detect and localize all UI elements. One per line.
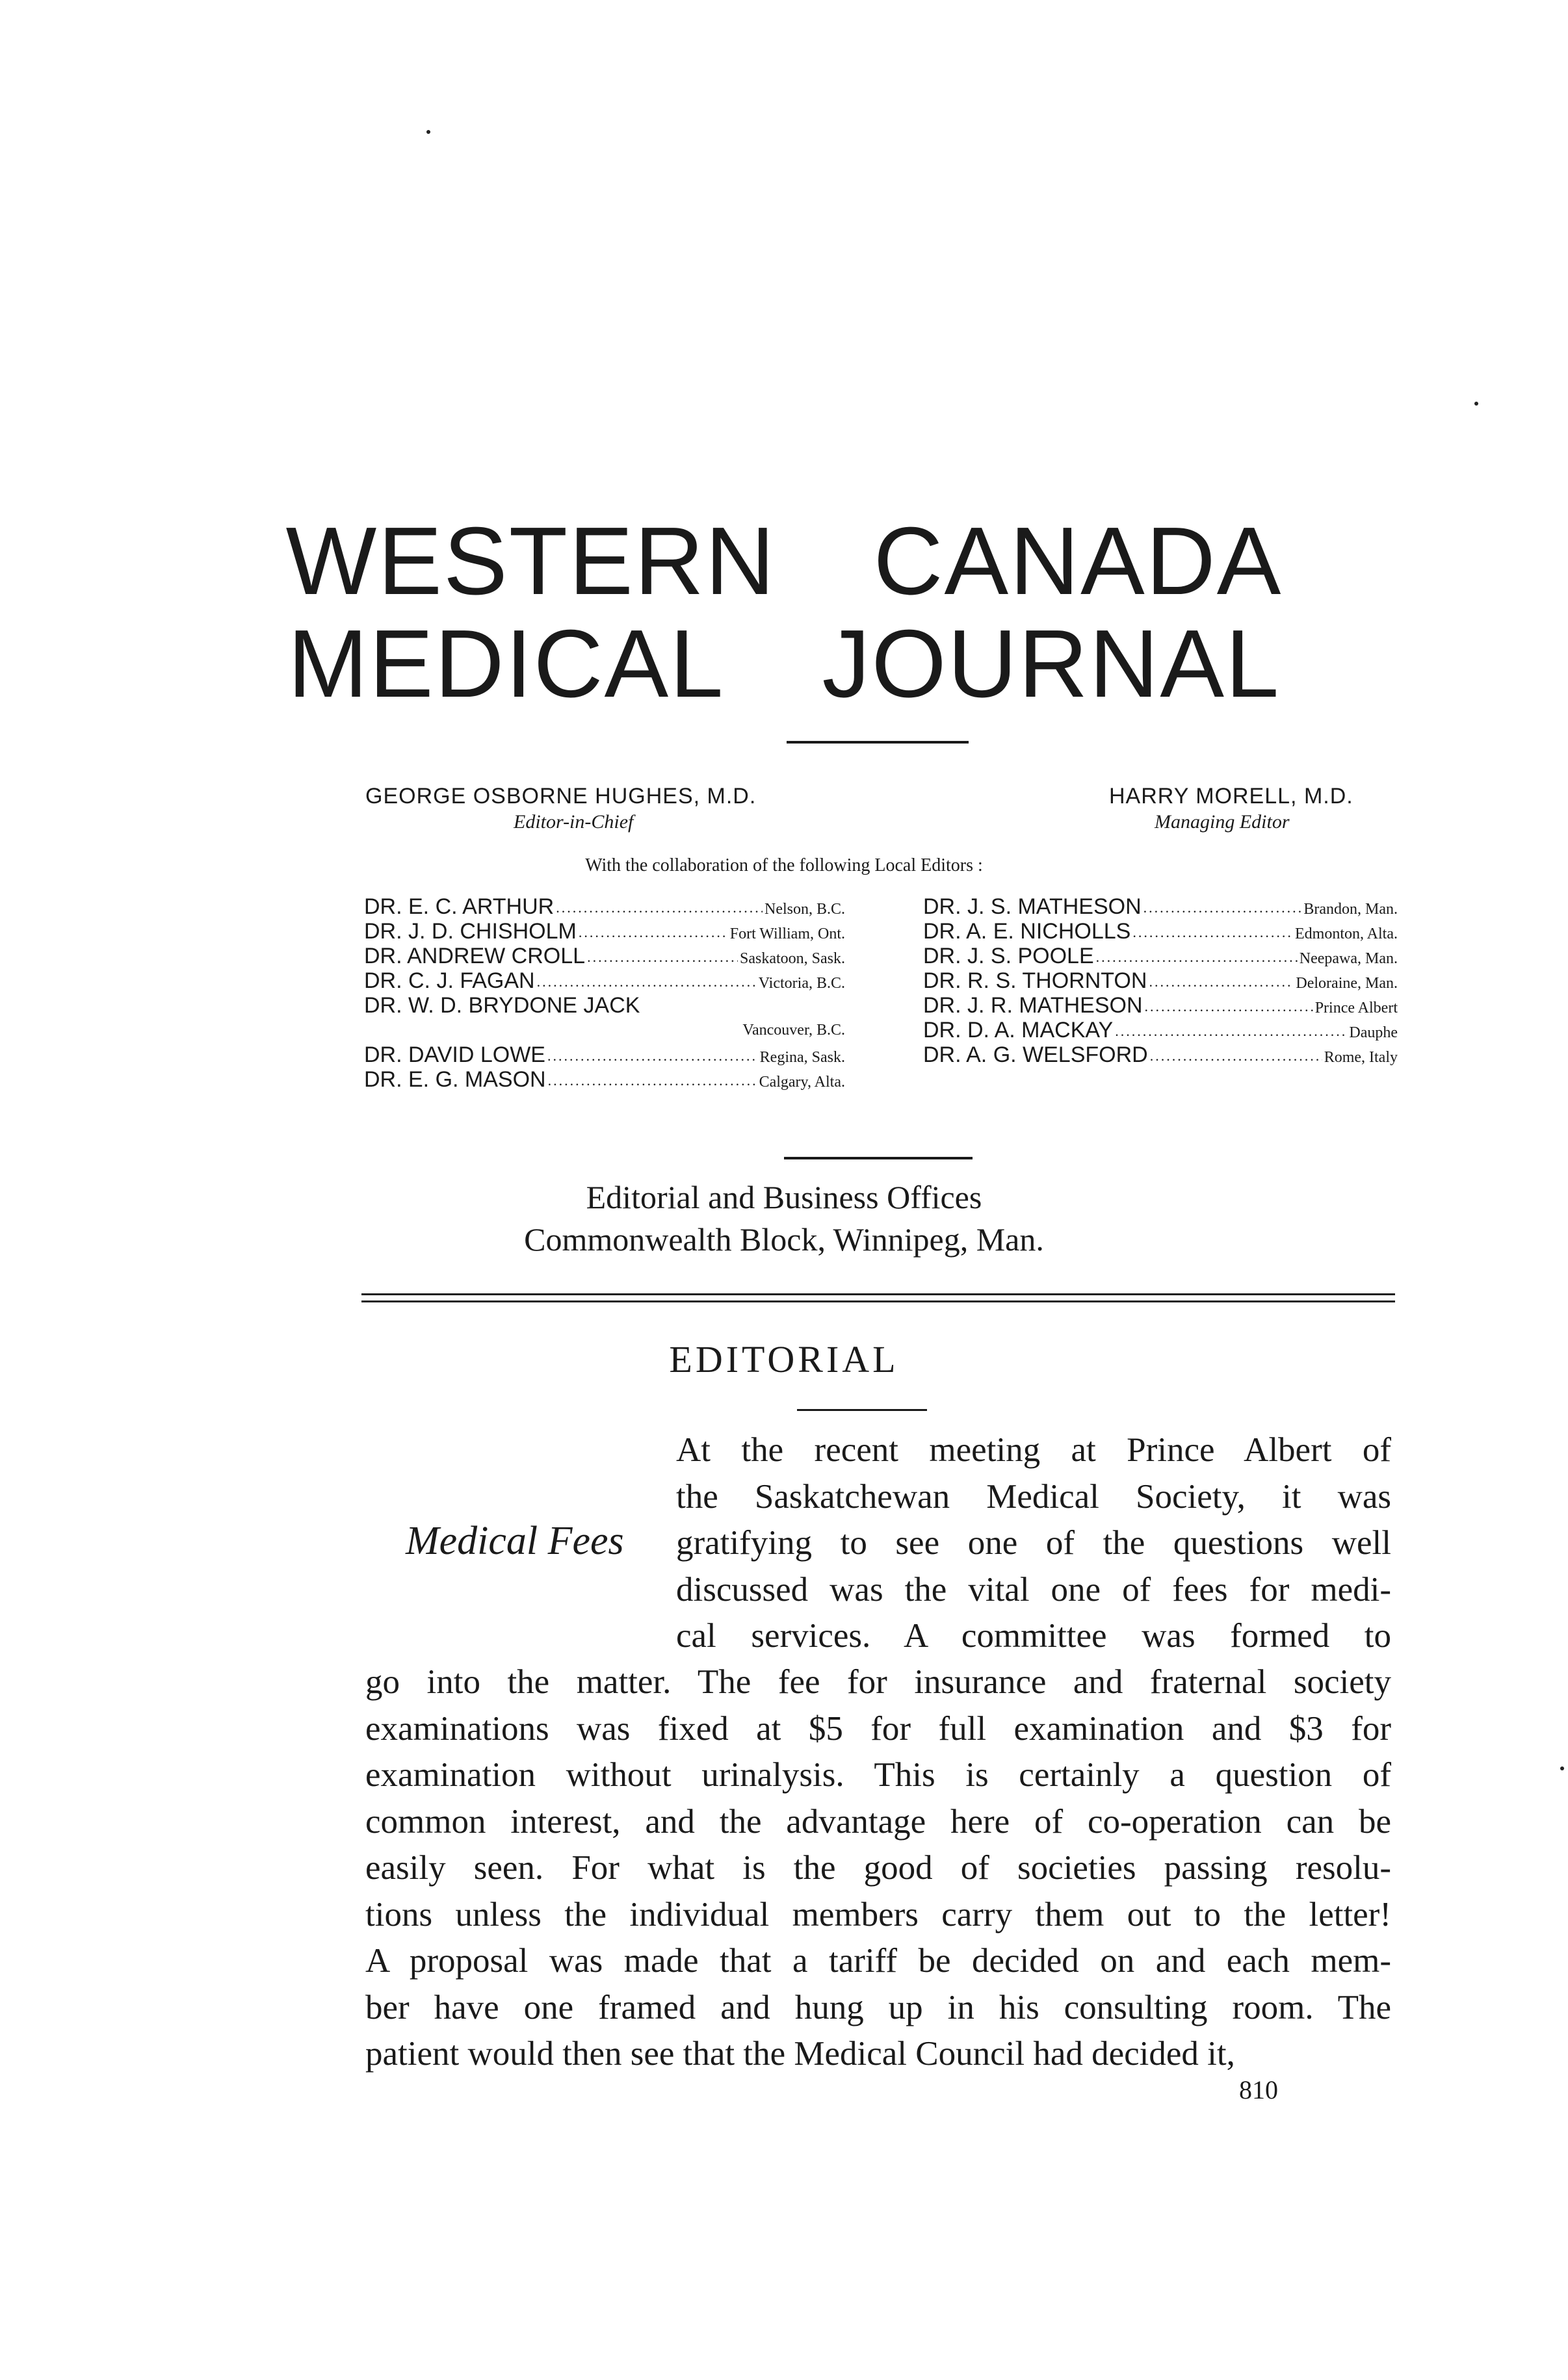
local-editor-row: [923, 894, 1398, 919]
local-editor-name: DR. J. R. MATHESON: [923, 993, 1143, 1018]
text-line: go into the matter. The fee for insurance and fraternal society: [365, 1663, 1391, 1701]
page-number: 810: [1239, 2075, 1278, 2104]
local-editor-name: DR. C. J. FAGAN: [364, 968, 535, 993]
managing-editor-role: Managing Editor: [1155, 811, 1290, 833]
local-editor-name: DR. J. S. POOLE: [923, 944, 1094, 968]
local-editor-row: [923, 944, 1398, 968]
local-editor-place: Regina, Sask.: [759, 1049, 845, 1066]
local-editor-row: [364, 894, 845, 919]
editor-in-chief-name: GEORGE OSBORNE HUGHES, M.D.: [365, 784, 757, 808]
text-line: A proposal was made that a tariff be decided on and each mem-: [365, 1942, 1391, 1980]
editorial-text-full: [365, 1659, 1391, 2078]
local-editor-place: Vancouver, B.C.: [742, 1022, 845, 1039]
title-word: JOURNAL: [822, 610, 1281, 718]
local-editor-row: [364, 993, 845, 1018]
text-line: the Saskatchewan Medical Society, it was: [676, 1477, 1391, 1516]
offices-block: [0, 1176, 1568, 1261]
editor-in-chief-role: Editor-in-Chief: [514, 811, 634, 833]
text-line: easily seen. For what is the good of societies passing resolu-: [365, 1849, 1391, 1887]
text-line: patient would then see that the Medical Council had decided it,: [365, 2035, 1235, 2073]
local-editor-row: [923, 1018, 1398, 1042]
local-editor-place: Prince Albert: [1314, 1000, 1398, 1016]
local-editor-row: [364, 944, 845, 968]
title-rule: [787, 741, 969, 744]
ink-speck: [1560, 1766, 1564, 1770]
text-line: cal services. A committee was formed to: [676, 1617, 1391, 1655]
local-editor-row: [923, 1042, 1398, 1067]
text-line: examinations was fixed at $5 for full examination and $3 for: [365, 1709, 1391, 1748]
local-editor-place: Rome, Italy: [1324, 1049, 1398, 1066]
offices-line-2: Commonwealth Block, Winnipeg, Man.: [524, 1221, 1044, 1258]
local-editor-name: DR. W. D. BRYDONE JACK: [364, 993, 640, 1018]
local-editor-row: [923, 993, 1398, 1018]
local-editor-name: DR. R. S. THORNTON: [923, 968, 1147, 993]
ink-speck: [1474, 402, 1478, 406]
ink-speck: [426, 130, 430, 134]
local-editor-place: Neepawa, Man.: [1299, 950, 1398, 967]
journal-title-line-2: [0, 610, 1568, 718]
editorial-heading: EDITORIAL: [669, 1338, 899, 1380]
local-editor-place: Brandon, Man.: [1303, 901, 1398, 918]
local-editor-row: [923, 919, 1398, 944]
text-line: ber have one framed and hung up in his consulting room. The: [365, 1988, 1391, 2026]
text-line: At the recent meeting at Prince Albert of: [676, 1431, 1391, 1469]
local-editor-row: [364, 919, 845, 944]
local-editor-name: DR. D. A. MACKAY: [923, 1018, 1114, 1042]
local-editor-row: [923, 968, 1398, 993]
local-editor-name: DR. ANDREW CROLL: [364, 944, 586, 968]
text-line: gratifying to see one of the questions well: [676, 1524, 1391, 1562]
text-line: common interest, and the advantage here of co-operation can be: [365, 1802, 1391, 1841]
local-editor-place: Dauphe: [1349, 1024, 1398, 1041]
header-double-rule: [361, 1293, 1395, 1302]
local-editor-place: Saskatoon, Sask.: [740, 950, 845, 967]
local-editor-name: DR. J. S. MATHESON: [923, 894, 1142, 919]
local-editor-place: Victoria, B.C.: [758, 975, 845, 992]
offices-line-1: Editorial and Business Offices: [586, 1179, 982, 1215]
local-editor-place: Deloraine, Man.: [1296, 975, 1398, 992]
text-line: tions unless the individual members carry them out to the letter!: [365, 1895, 1391, 1934]
local-editor-row: [364, 1067, 845, 1092]
managing-editor-name: HARRY MORELL, M.D.: [1109, 784, 1353, 808]
collaboration-line: With the collaboration of the following Local Editors :: [585, 855, 983, 875]
local-editor-place: Edmonton, Alta.: [1295, 925, 1398, 942]
local-editor-name: DR. A. E. NICHOLLS: [923, 919, 1131, 944]
local-editor-row: [364, 1042, 845, 1067]
local-editors-right: [923, 894, 1398, 1067]
local-editor-name: DR. J. D. CHISHOLM: [364, 919, 577, 944]
local-editor-name: DR. A. G. WELSFORD: [923, 1042, 1148, 1067]
journal-title-line-1: [0, 508, 1568, 615]
local-editor-name: DR. DAVID LOWE: [364, 1042, 545, 1067]
side-heading: Medical Fees: [406, 1519, 624, 1563]
local-editor-place: Fort William, Ont.: [729, 925, 845, 942]
title-word: MEDICAL: [287, 610, 725, 718]
text-line: examination without urinalysis. This is certainly a question of: [365, 1756, 1391, 1794]
local-editor-place: Calgary, Alta.: [759, 1074, 845, 1091]
text-line: discussed was the vital one of fees for medi-: [676, 1570, 1391, 1609]
editorial-rule: [797, 1409, 927, 1411]
local-editor-row: [364, 968, 845, 993]
local-editor-place: Nelson, B.C.: [764, 901, 845, 918]
local-editor-name: DR. E. G. MASON: [364, 1067, 546, 1092]
editorial-text-indented: [676, 1427, 1391, 1660]
local-editor-name: DR. E. C. ARTHUR: [364, 894, 555, 919]
title-word: WESTERN: [285, 508, 776, 615]
title-word: CANADA: [873, 508, 1283, 615]
local-editors-left: [364, 894, 845, 1092]
editors-rule: [784, 1157, 973, 1159]
